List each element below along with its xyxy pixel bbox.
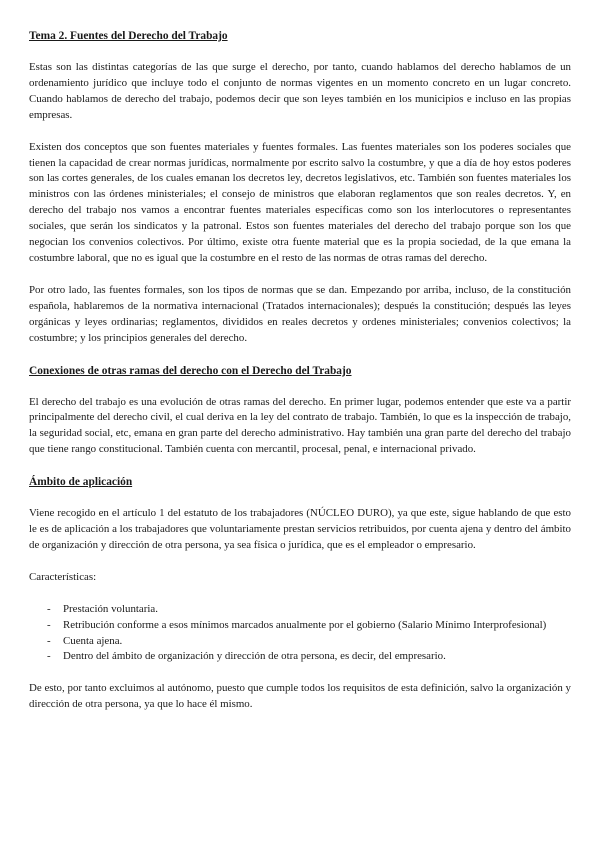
list-item-text: Cuenta ajena.: [63, 634, 123, 647]
paragraph-fuentes-formales: Por otro lado, las fuentes formales, son los tipos de normas que se dan. Empezando por arriba, incluso, de la constitución española, hablaremos de la normativa internacional (Tratados internacionales); después la constitución; después las leyes orgánicas y leyes ordinarias; reglamentos, divididos en reales decretos y ordenes ministeriales; convenios colectivos; la costumbre; y los principios generales del derecho.: [29, 283, 571, 344]
caracteristicas-list: [29, 602, 571, 666]
paragraph-ambito: Viene recogido en el artículo 1 del estatuto de los trabajadores (NÚCLEO DURO), ya que este, sigue hablando de que esto le es de aplicación a los trabajadores que voluntariamente prestan servicios retribuidos, por cuenta ajena y dentro del ámbito de organización y dirección de otra persona, ya sea física o jurídica, que es el empleador o empresario.: [29, 507, 571, 551]
list-item-text: Dentro del ámbito de organización y dirección de otra persona, es decir, del empresario.: [63, 650, 446, 663]
list-item: [29, 649, 571, 665]
list-item-text: Retribución conforme a esos mínimos marcados anualmente por el gobierno (Salario Mínimo Interprofesional): [63, 618, 547, 631]
dash-bullet: -: [47, 634, 51, 647]
dash-bullet: -: [47, 618, 51, 631]
list-item: [29, 602, 571, 618]
paragraph-fuentes-materiales: Existen dos conceptos que son fuentes materiales y fuentes formales. Las fuentes materiales son los poderes sociales que tienen la capacidad de crear normas jurídicas, normalmente por escrito salvo la costumbre, y que a día de hoy estos poderes son las cortes generales, de los cuales emanan los decretos ley, decretos legislativos, etc. También son fuentes materiales los ministros con las órdenes ministeriales; el consejo de ministros que elaboran reglamentos que son reales decretos. Y, en derecho del trabajo nos vamos a encontrar fuentes materiales específicas como son los interlocutores o representantes sociales, que serán los sindicatos y la patronal. Estos son fuentes materiales del derecho del trabajo porque son los que negocian los convenios colectivos. Por último, existe otra fuente material que es la propia sociedad, de la que emana la costumbre laboral, que no es igual que la costumbre en el resto de las normas de otras ramas del derecho.: [29, 140, 571, 264]
paragraph-intro: Estas son las distintas categorías de las que surge el derecho, por tanto, cuando hablamos del derecho hablamos de un ordenamiento jurídico que incluye todo el conjunto de normas vigentes en un momento concreto en un lugar concreto. Cuando hablamos de derecho del trabajo, podemos decir que son leyes también en los municipios e incluso en las propias empresas.: [29, 61, 571, 121]
list-label-caracteristicas: Características:: [29, 570, 97, 583]
section-title-fuentes: Tema 2. Fuentes del Derecho del Trabajo: [29, 30, 228, 42]
list-item: [29, 634, 571, 650]
section-title-ambito: Ámbito de aplicación: [29, 476, 133, 489]
dash-bullet: -: [47, 602, 51, 615]
dash-bullet: -: [47, 650, 51, 663]
paragraph-conexiones: El derecho del trabajo es una evolución de otras ramas del derecho. En primer lugar, podemos entender que este va a partir principalmente del derecho civil, el cual deriva en la ley del contrato de trabajo. También, lo que es la inspección de trabajo, la seguridad social, etc, emana en gran parte del derecho administrativo. Hay también una gran parte del derecho del trabajo que tiene rango constitucional. También cuenta con mercantil, procesal, penal, e internacional privado.: [29, 395, 571, 456]
paragraph-conclusion: De esto, por tanto excluimos al autónomo, puesto que cumple todos los requisitos de esta definición, salvo la organización y dirección de otra persona, ya que lo hace él mismo.: [29, 682, 571, 711]
list-item-text: Prestación voluntaria.: [63, 602, 158, 615]
section-title-conexiones: Conexiones de otras ramas del derecho con el Derecho del Trabajo: [29, 364, 352, 377]
list-item: [29, 618, 571, 634]
